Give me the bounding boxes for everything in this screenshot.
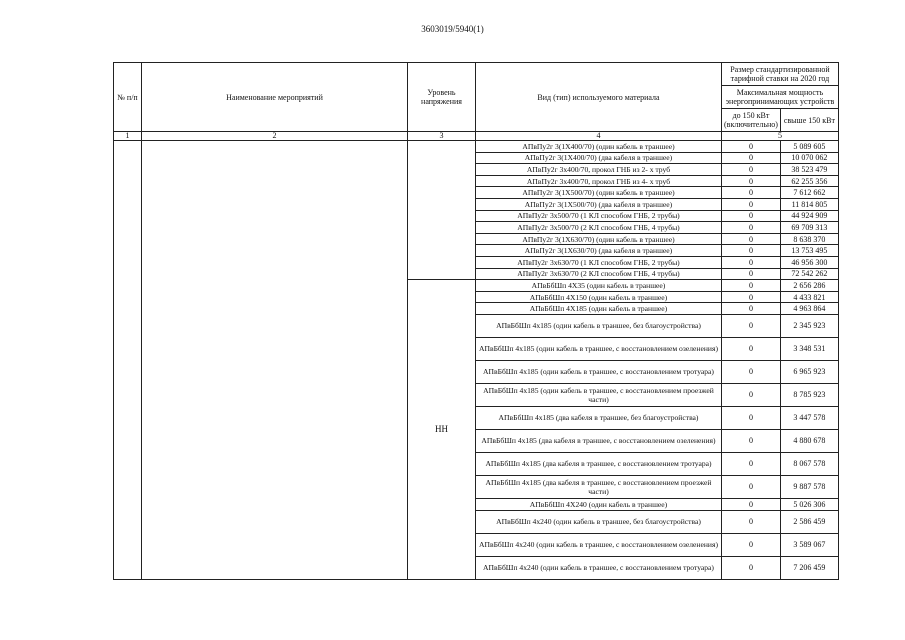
material-cell: АПвБбШп 4x240 (один кабель в траншее, с восстановлением озеленения) bbox=[476, 533, 722, 556]
material-cell: АПвПу2г 3x630/70 (2 КЛ способом ГНБ, 4 трубы) bbox=[476, 268, 722, 280]
value-over-150: 5 026 306 bbox=[780, 498, 838, 510]
column-number: 2 bbox=[142, 132, 408, 141]
value-over-150: 2 586 459 bbox=[780, 510, 838, 533]
header-upto-150: до 150 кВт (включительно) bbox=[722, 109, 781, 132]
material-cell: АПвПу2г 3(1X500/70) (один кабель в траншее) bbox=[476, 187, 722, 199]
header-name: Наименование мероприятий bbox=[142, 63, 408, 132]
material-cell: АПвПу2г 3x630/70 (1 КЛ способом ГНБ, 2 трубы) bbox=[476, 256, 722, 268]
column-number: 1 bbox=[114, 132, 142, 141]
value-upto-150: 0 bbox=[722, 406, 781, 429]
value-upto-150: 0 bbox=[722, 533, 781, 556]
value-over-150: 3 589 067 bbox=[780, 533, 838, 556]
value-over-150: 3 348 531 bbox=[780, 337, 838, 360]
value-upto-150: 0 bbox=[722, 210, 781, 222]
material-cell: АПвБбШп 4X35 (один кабель в траншее) bbox=[476, 280, 722, 292]
value-over-150: 2 656 286 bbox=[780, 280, 838, 292]
value-upto-150: 0 bbox=[722, 164, 781, 176]
value-upto-150: 0 bbox=[722, 222, 781, 234]
value-upto-150: 0 bbox=[722, 510, 781, 533]
value-upto-150: 0 bbox=[722, 291, 781, 303]
value-upto-150: 0 bbox=[722, 141, 781, 153]
material-cell: АПвБбШп 4x185 (два кабеля в траншее, с восстановлением проезжей части) bbox=[476, 475, 722, 498]
material-cell: АПвБбШп 4X185 (один кабель в траншее) bbox=[476, 303, 722, 315]
material-cell: АПвПу2г 3x500/70 (2 КЛ способом ГНБ, 4 трубы) bbox=[476, 222, 722, 234]
column-number: 4 bbox=[476, 132, 722, 141]
table-row bbox=[114, 141, 839, 153]
material-cell: АПвПу2г 3(1X400/70) (один кабель в траншее) bbox=[476, 141, 722, 153]
value-upto-150: 0 bbox=[722, 268, 781, 280]
material-cell: АПвБбШп 4x185 (два кабеля в траншее, без благоустройства) bbox=[476, 406, 722, 429]
value-upto-150: 0 bbox=[722, 360, 781, 383]
tariff-table bbox=[113, 62, 839, 580]
value-upto-150: 0 bbox=[722, 337, 781, 360]
value-over-150: 10 070 062 bbox=[780, 152, 838, 164]
material-cell: АПвБбШп 4x240 (один кабель в траншее, с восстановлением тротуара) bbox=[476, 556, 722, 579]
value-over-150: 11 814 805 bbox=[780, 198, 838, 210]
value-over-150: 8 638 370 bbox=[780, 233, 838, 245]
material-cell: АПвПу2г 3x400/70, прокол ГНБ из 2- х труб bbox=[476, 164, 722, 176]
header-rate: Размер стандартизированной тарифной ставки на 2020 год bbox=[722, 63, 839, 86]
material-cell: АПвБбШп 4x185 (один кабель в траншее, без благоустройства) bbox=[476, 314, 722, 337]
value-over-150: 72 542 262 bbox=[780, 268, 838, 280]
value-over-150: 13 753 495 bbox=[780, 245, 838, 257]
value-upto-150: 0 bbox=[722, 175, 781, 187]
value-upto-150: 0 bbox=[722, 152, 781, 164]
value-over-150: 7 612 662 bbox=[780, 187, 838, 199]
value-upto-150: 0 bbox=[722, 314, 781, 337]
value-over-150: 5 089 605 bbox=[780, 141, 838, 153]
material-cell: АПвБбШп 4x185 (один кабель в траншее, с восстановлением тротуара) bbox=[476, 360, 722, 383]
material-cell: АПвБбШп 4X240 (один кабель в траншее) bbox=[476, 498, 722, 510]
material-cell: АПвБбШп 4x185 (один кабель в траншее, с восстановлением озеленения) bbox=[476, 337, 722, 360]
material-cell: АПвПу2г 3(1X630/70) (два кабеля в траншее) bbox=[476, 245, 722, 257]
material-cell: АПвПу2г 3x500/70 (1 КЛ способом ГНБ, 2 трубы) bbox=[476, 210, 722, 222]
material-cell: АПвПу2г 3x400/70, прокол ГНБ из 4- х труб bbox=[476, 175, 722, 187]
material-cell: АПвБбШп 4x185 (два кабеля в траншее, с восстановлением тротуара) bbox=[476, 452, 722, 475]
value-over-150: 9 887 578 bbox=[780, 475, 838, 498]
value-upto-150: 0 bbox=[722, 245, 781, 257]
value-over-150: 2 345 923 bbox=[780, 314, 838, 337]
material-cell: АПвПу2г 3(1X500/70) (два кабеля в траншее) bbox=[476, 198, 722, 210]
value-upto-150: 0 bbox=[722, 256, 781, 268]
value-over-150: 4 963 864 bbox=[780, 303, 838, 315]
value-upto-150: 0 bbox=[722, 280, 781, 292]
value-upto-150: 0 bbox=[722, 429, 781, 452]
material-cell: АПвБбШп 4x240 (один кабель в траншее, без благоустройства) bbox=[476, 510, 722, 533]
material-cell: АПвПу2г 3(1X400/70) (два кабеля в траншее) bbox=[476, 152, 722, 164]
value-over-150: 38 523 479 bbox=[780, 164, 838, 176]
value-over-150: 69 709 313 bbox=[780, 222, 838, 234]
cell-voltage-level-empty bbox=[408, 141, 476, 280]
value-over-150: 8 785 923 bbox=[780, 383, 838, 406]
header-max-power: Максимальная мощность энергопринимающих устройств bbox=[722, 86, 839, 109]
value-over-150: 6 965 923 bbox=[780, 360, 838, 383]
value-over-150: 4 880 678 bbox=[780, 429, 838, 452]
table-header bbox=[114, 63, 839, 141]
table-body bbox=[114, 141, 839, 580]
value-over-150: 8 067 578 bbox=[780, 452, 838, 475]
material-cell: АПвБбШп 4x185 (один кабель в траншее, с восстановлением проезжей части) bbox=[476, 383, 722, 406]
value-upto-150: 0 bbox=[722, 187, 781, 199]
header-over-150: свыше 150 кВт bbox=[780, 109, 838, 132]
value-upto-150: 0 bbox=[722, 233, 781, 245]
value-over-150: 44 924 909 bbox=[780, 210, 838, 222]
cell-no bbox=[114, 141, 142, 580]
value-upto-150: 0 bbox=[722, 556, 781, 579]
value-upto-150: 0 bbox=[722, 498, 781, 510]
value-over-150: 4 433 821 bbox=[780, 291, 838, 303]
value-upto-150: 0 bbox=[722, 452, 781, 475]
value-upto-150: 0 bbox=[722, 198, 781, 210]
material-cell: АПвБбШп 4X150 (один кабель в траншее) bbox=[476, 291, 722, 303]
material-cell: АПвПу2г 3(1X630/70) (один кабель в траншее) bbox=[476, 233, 722, 245]
value-over-150: 62 255 356 bbox=[780, 175, 838, 187]
column-number-row bbox=[114, 132, 839, 141]
value-over-150: 46 956 300 bbox=[780, 256, 838, 268]
value-over-150: 7 206 459 bbox=[780, 556, 838, 579]
value-upto-150: 0 bbox=[722, 383, 781, 406]
header-no: № п/п bbox=[114, 63, 142, 132]
material-cell: АПвБбШп 4x185 (два кабеля в траншее, с восстановлением озеленения) bbox=[476, 429, 722, 452]
value-over-150: 3 447 578 bbox=[780, 406, 838, 429]
value-upto-150: 0 bbox=[722, 303, 781, 315]
header-voltage-level: Уровень напряжения bbox=[408, 63, 476, 132]
voltage-level-cell: НН bbox=[408, 280, 476, 579]
header-material: Вид (тип) используемого материала bbox=[476, 63, 722, 132]
document-number: 3603019/5940(1) bbox=[421, 24, 484, 34]
column-number: 3 bbox=[408, 132, 476, 141]
value-upto-150: 0 bbox=[722, 475, 781, 498]
cell-name bbox=[142, 141, 408, 580]
column-number: 5 bbox=[722, 132, 839, 141]
